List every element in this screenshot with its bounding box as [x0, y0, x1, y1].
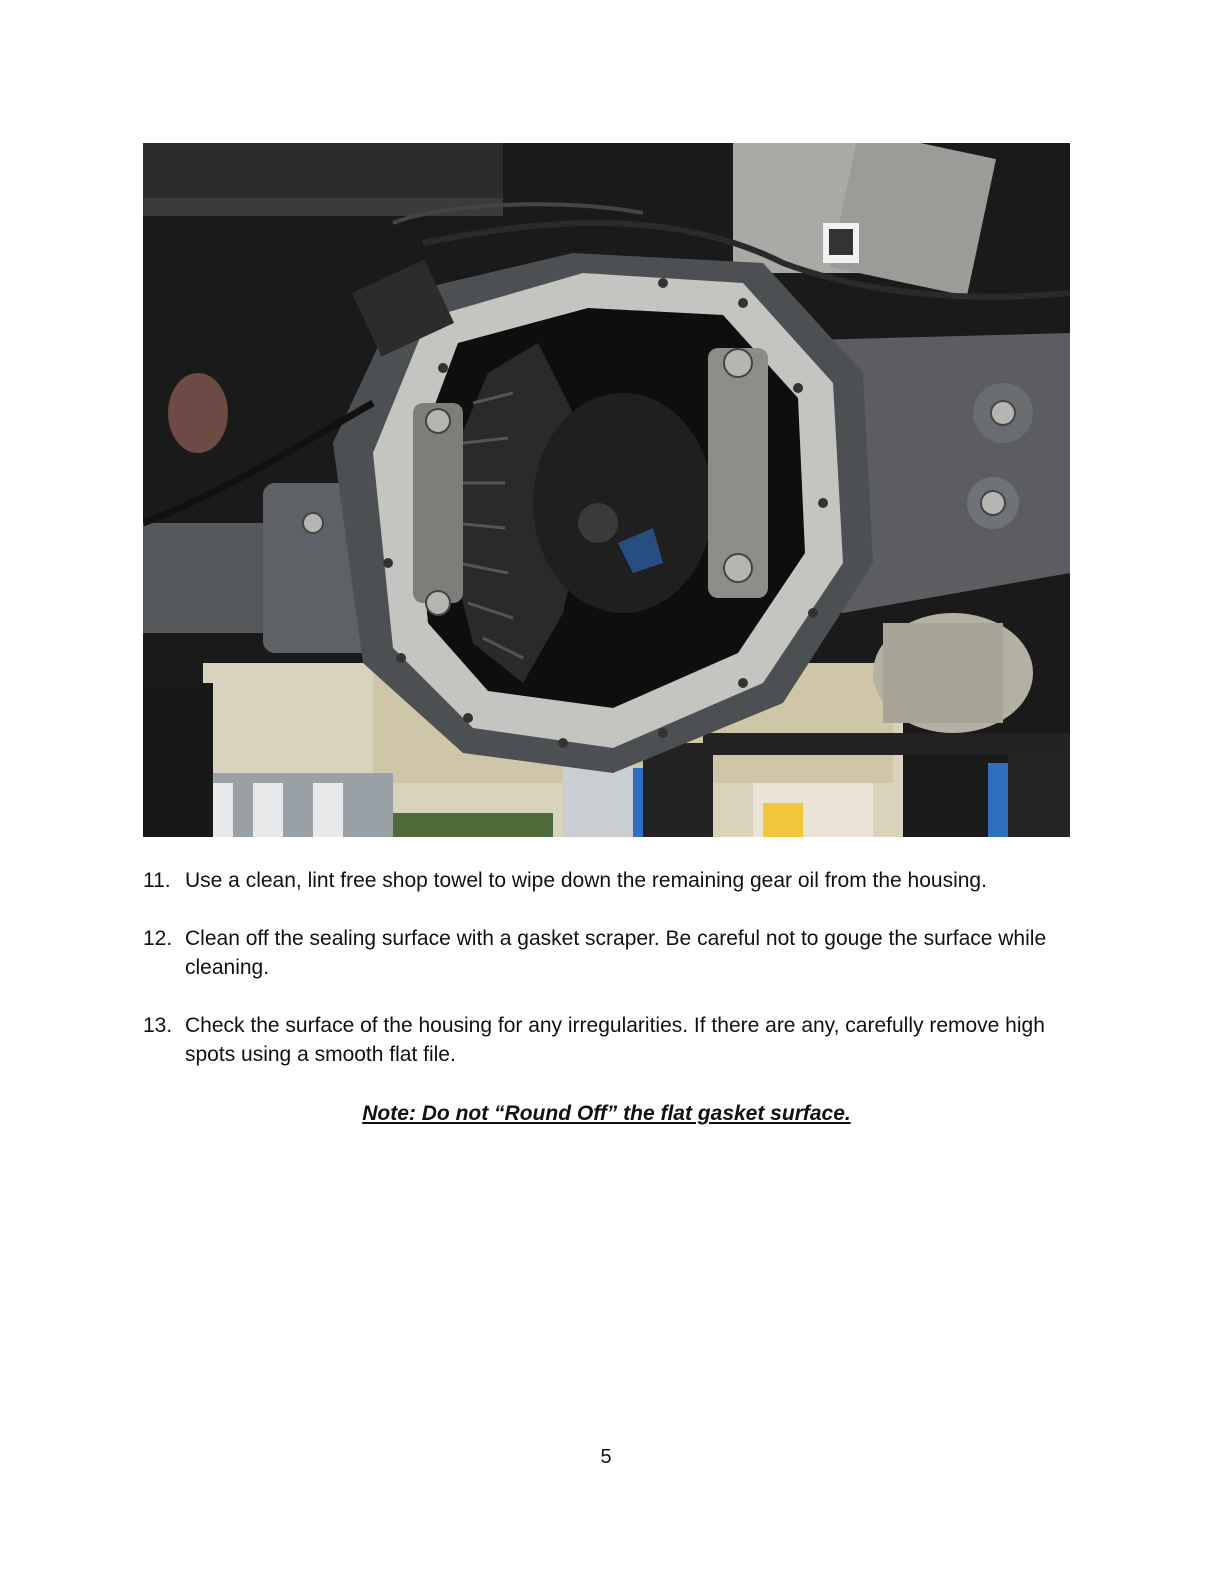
step-number: 11.: [143, 869, 171, 892]
differential-illustration: [143, 143, 1070, 837]
rear-axle-differential-photo: [143, 143, 1070, 837]
step-text: Clean off the sealing surface with a gasket scraper. Be careful not to gouge the surface while cleaning.: [185, 927, 1047, 979]
step-number: 13.: [143, 1014, 173, 1037]
page-number: 5: [600, 1446, 612, 1468]
instruction-steps: [143, 866, 1083, 1098]
instruction-step: [143, 866, 1083, 895]
step-text: Check the surface of the housing for any irregularities. If there are any, carefully remove high spots using a smooth flat file.: [185, 1014, 1045, 1066]
step-number: 12.: [143, 927, 173, 950]
instruction-step: [143, 1011, 1083, 1069]
instruction-step: [143, 924, 1083, 982]
gasket-surface-note: Note: Do not “Round Off” the flat gasket surface.: [362, 1102, 851, 1125]
step-text: Use a clean, lint free shop towel to wipe down the remaining gear oil from the housing.: [185, 869, 987, 892]
